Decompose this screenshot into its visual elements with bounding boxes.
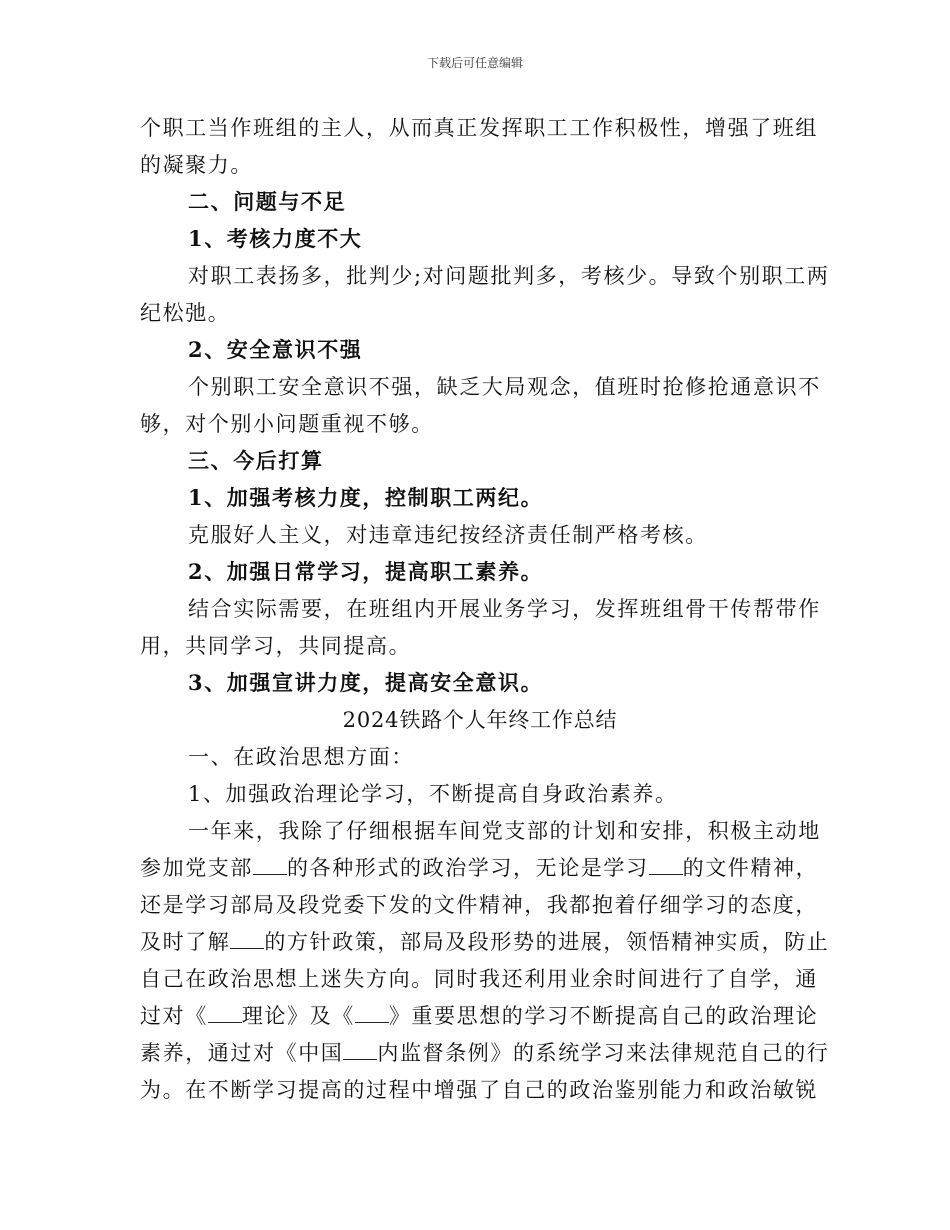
- body-line: 为。在不断学习提高的过程中增强了自己的政治鉴别能力和政治敏锐: [140, 1078, 818, 1102]
- blank-underline: [253, 854, 287, 875]
- text-segment: 的各种形式的政治学习，无论是学习: [287, 856, 649, 880]
- text-segment: 参加党支部: [140, 856, 253, 880]
- text-segment: 的方针政策，部局及段形势的进展，领悟精神实质，防止: [264, 930, 830, 954]
- body-line: 纪松弛。: [140, 301, 231, 325]
- subsection-heading: 1、加强政治理论学习，不断提高自身政治素养。: [188, 782, 678, 806]
- section-heading: 一、在政治思想方面：: [188, 745, 414, 769]
- body-line: [140, 1002, 820, 1030]
- body-line: 自己在政治思想上迷失方向。同时我还利用业余时间进行了自学，通: [140, 967, 818, 991]
- subsection-heading: 1、考核力度不大: [188, 226, 363, 251]
- body-line: 的凝聚力。: [140, 153, 253, 177]
- document-title: 2024铁路个人年终工作总结: [342, 708, 618, 732]
- text-segment: 素养，通过对《中国: [140, 1041, 344, 1065]
- text-segment: 》重要思想的学习不断提高自己的政治理论: [388, 1004, 819, 1028]
- blank-underline: [343, 1039, 377, 1060]
- subsection-heading: 1、加强考核力度，控制职工两纪。: [188, 485, 544, 510]
- body-line: 克服好人主义，对违章违纪按经济责任制严格考核。: [188, 523, 708, 547]
- body-line: [140, 928, 830, 956]
- body-line: 用，共同学习，共同提高。: [140, 634, 412, 658]
- body-line: 够，对个别小问题重视不够。: [140, 412, 434, 436]
- blank-underline: [230, 928, 264, 949]
- subsection-heading: 3、加强宣讲力度，提高安全意识。: [188, 670, 544, 695]
- subsection-heading: 2、加强日常学习，提高职工素养。: [188, 559, 544, 584]
- text-segment: 过对《: [140, 1004, 208, 1028]
- text-segment: 内监督条例》的系统学习来法律规范自己的行: [377, 1041, 830, 1065]
- text-segment: 的文件精神，: [682, 856, 819, 880]
- page-header: 下载后可任意编辑: [426, 56, 523, 70]
- body-line: 一年来，我除了仔细根据车间党支部的计划和安排，积极主动地: [188, 819, 821, 843]
- body-line: 个别职工安全意识不强，缺乏大局观念，值班时抢修抢通意识不: [188, 375, 821, 399]
- body-line: 个职工当作班组的主人，从而真正发挥职工工作积极性，增强了班组: [140, 116, 818, 140]
- text-segment: 理论》及《: [241, 1004, 355, 1028]
- section-heading: 二、问题与不足: [188, 189, 347, 214]
- subsection-heading: 2、安全意识不强: [188, 337, 363, 362]
- blank-underline: [208, 1002, 242, 1023]
- section-heading: 三、今后打算: [188, 448, 324, 473]
- body-line: 还是学习部局及段党委下发的文件精神，我都抱着仔细学习的态度，: [140, 893, 818, 917]
- blank-underline: [355, 1002, 389, 1023]
- text-segment: 及时了解: [140, 930, 231, 954]
- body-line: 结合实际需要，在班组内开展业务学习，发挥班组骨干传帮带作: [188, 597, 821, 621]
- blank-underline: [649, 854, 683, 875]
- body-line: [140, 1039, 830, 1067]
- body-line: 对职工表扬多，批判少;对问题批判多，考核少。导致个别职工两: [188, 264, 830, 288]
- body-line: [140, 854, 820, 882]
